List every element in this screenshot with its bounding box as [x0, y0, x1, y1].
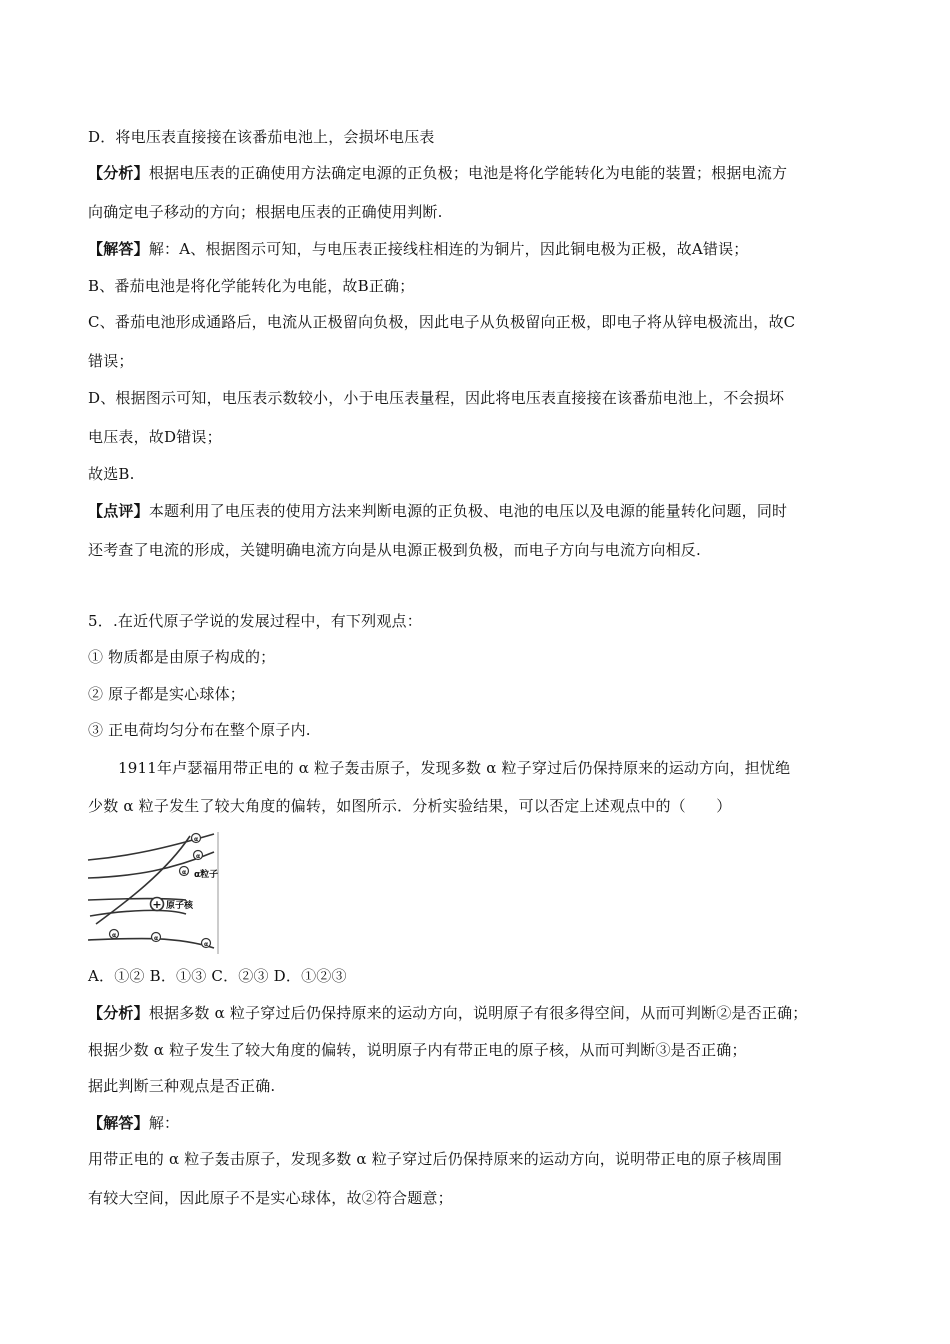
alpha-scattering-figure: [86, 832, 220, 954]
section-label: 【分析】: [88, 164, 149, 182]
text-line-answer-7: 故选B.: [88, 465, 135, 483]
text-line-answer-2: B、番茄电池是将化学能转化为电能，故B正确；: [88, 277, 415, 295]
section-label: 【解答】: [88, 240, 149, 258]
text-line-analysis-2: 向确定电子移动的方向；根据电压表的正确使用判断.: [88, 203, 443, 221]
section-label: 【分析】: [88, 1004, 149, 1022]
q5-analysis-1: 【分析】根据多数 α 粒子穿过后仍保持原来的运动方向，说明原子有很多得空间，从而可判断②是否正确；: [88, 1004, 808, 1022]
question-5-title: 5．.在近代原子学说的发展过程中，有下列观点：: [88, 612, 422, 630]
particle-symbol: α: [193, 836, 199, 843]
text-line-answer-5: D、根据图示可知，电压表示数较小，小于电压表量程，因此将电压表直接接在该番茄电池上，不会损坏: [88, 389, 785, 407]
text-line-answer-1: 【解答】解：A、根据图示可知，与电压表正接线柱相连的为铜片，因此铜电极为正极，故A错误；: [88, 240, 749, 258]
particle-symbol: α: [203, 941, 209, 948]
text-line-answer-6: 电压表，故D错误；: [88, 428, 222, 446]
section-label: 【解答】: [88, 1114, 149, 1132]
trajectory-bottom: [88, 938, 214, 948]
question-5-options: A．①② B．①③ C．②③ D．①②③: [88, 967, 347, 985]
q5-analysis-2: 根据少数 α 粒子发生了较大角度的偏转，说明原子内有带正电的原子核，从而可判断③是否正确；: [88, 1041, 747, 1059]
question-5-body-2: 少数 α 粒子发生了较大角度的偏转，如图所示．分析实验结果，可以否定上述观点中的（ ）: [88, 797, 732, 815]
text-line-analysis-1: 【分析】根据电压表的正确使用方法确定电源的正负极；电池是将化学能转化为电能的装置；根据电流方: [88, 164, 788, 182]
q5-analysis-3: 据此判断三种观点是否正确.: [88, 1077, 276, 1095]
particle-symbol: α: [153, 935, 159, 942]
text-line-answer-4: 错误；: [88, 352, 134, 370]
trajectory-middle: [90, 910, 186, 916]
nucleus-plus-sign: +: [152, 898, 162, 911]
question-5-view-2: ② 原子都是实心球体；: [88, 685, 245, 703]
q5-answer-2: 有较大空间，因此原子不是实心球体，故②符合题意；: [88, 1189, 453, 1207]
particle-symbol: α: [111, 932, 117, 939]
question-5-view-1: ① 物质都是由原子构成的；: [88, 648, 276, 666]
particle-symbol: α: [195, 853, 201, 860]
q5-answer-1: 用带正电的 α 粒子轰击原子，发现多数 α 粒子穿过后仍保持原来的运动方向，说明带正电的原子核周围: [88, 1150, 783, 1168]
question-5-body-1: 1911年卢瑟福用带正电的 α 粒子轰击原子，发现多数 α 粒子穿过后仍保持原来的运动方向，担忧绝: [118, 759, 791, 777]
text-line-answer-3: C、番茄电池形成通路后，电流从正极留向负极，因此电子从负极留向正极，即电子将从锌电极流出，故C: [88, 313, 796, 331]
q5-answer-head: 【解答】解：: [88, 1114, 180, 1132]
text-line-comment-2: 还考查了电流的形成，关键明确电流方向是从电源正极到负极，而电子方向与电流方向相反.: [88, 541, 701, 559]
question-5-view-3: ③ 正电荷均匀分布在整个原子内.: [88, 721, 311, 739]
alpha-particle-label: α粒子: [194, 870, 219, 880]
text-line-comment-1: 【点评】本题利用了电压表的使用方法来判断电源的正负极、电池的电压以及电源的能量转化问题，同时: [88, 502, 788, 520]
particle-symbol: α: [181, 869, 187, 876]
section-label: 【点评】: [88, 502, 149, 520]
trajectory-deflected: [88, 899, 186, 901]
text-line-d-option: D．将电压表直接接在该番茄电池上，会损坏电压表: [88, 128, 435, 146]
nucleus-label: 原子核: [166, 901, 194, 911]
